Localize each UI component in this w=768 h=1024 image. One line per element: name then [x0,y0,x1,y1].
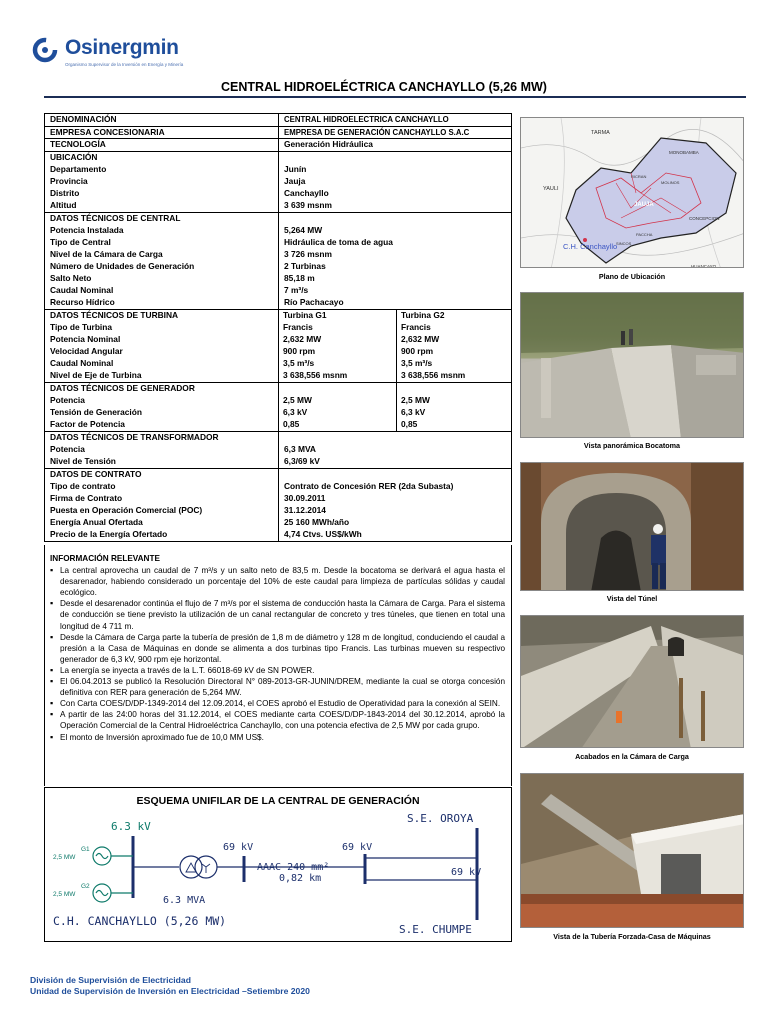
field-value: 3,5 m³/s [401,358,433,369]
row-empresa [45,126,511,139]
photo-tuberia-casa-maquinas [520,773,744,928]
field-label: Departamento [50,164,107,175]
spacer [401,383,511,395]
transformador-labels [45,432,278,468]
list-item: ▪ La energía se inyecta a través de la L.T. 66018-69 kV de SN POWER. [50,665,505,676]
value-empresa: EMPRESA DE GENERACIÓN CANCHAYLLO S.A.C [278,127,511,139]
field-label: Recurso Hídrico [50,297,115,308]
ubicacion-labels [45,152,278,212]
title-divider [44,96,746,98]
brand-tagline: Organismo Supervisor de la Inversión en Energía y Minería [65,62,184,67]
kv-left-label: 69 kV [223,842,254,853]
generador-labels [45,383,278,431]
relevant-info-heading: INFORMACIÓN RELEVANTE [50,554,160,563]
field-value: 3 726 msnm [284,249,332,260]
page-title: CENTRAL HIDROELÉCTRICA CANCHAYLLO (5,26 MW) [221,80,547,94]
diagram-title: ESQUEMA UNIFILAR DE LA CENTRAL DE GENERACIÓN [136,795,420,807]
field-label: Salto Neto [50,273,92,284]
transformador-values [278,432,511,468]
osinergmin-logo [32,36,242,72]
bus-voltage-label: 6.3 kV [111,820,151,833]
field-value: 31.12.2014 [284,505,326,516]
section-turbina [45,309,511,382]
tunel-caption: Vista del Túnel [606,594,658,603]
field-label: Distrito [50,188,80,199]
photo-bocatoma-shapes [521,293,744,438]
field-value: 4,74 Ctvs. US$/kWh [284,529,362,540]
column-header-g2: Turbina G2 [401,310,445,321]
field-value: 0,85 [401,419,418,430]
field-value: 900 rpm [283,346,316,357]
relevant-info-list [50,565,505,743]
field-label: Firma de Contrato [50,493,123,504]
list-item: ▪ El 06.04.2013 se publicó la Resolución Directoral N° 089-2013-GR-JUNIN/DREM, mediante la cual se otorga concesión definitiva con RER para generación de 5,264 MW. [50,676,505,698]
field-label: Velocidad Angular [50,346,123,357]
map-label: JAUJA [634,202,654,208]
map-label: SINCOS [616,241,632,246]
osinergmin-logo-icon [32,37,58,63]
field-label: Potencia [50,395,85,406]
g2-power-label: 2,5 MW [53,891,76,898]
list-item: ▪ Con Carta COES/D/DP-1349-2014 del 12.09.2014, el COES aprobó el Estudio de Operatividad para la conexión al SEIN. [50,698,505,709]
field-label: Factor de Potencia [50,419,125,430]
spacer [284,152,511,164]
map-label: PACCHA [636,232,653,237]
footer-division: División de Supervisión de Electricidad [30,975,191,985]
field-label: Altitud [50,200,77,211]
photo-tuberia-shapes [521,774,744,928]
field-label: Tensión de Generación [50,407,142,418]
label-empresa: EMPRESA CONCESIONARIA [50,126,165,137]
list-item: ▪ La central aprovecha un caudal de 7 m³/s y un salto neto de 83,5 m. Desde la bocatoma se derivará el agua hasta el desarenador, habiendo considerado un porcentaje del 10% de este caudal para limpieza de partículas sólidas y caudal ecológico. [50,565,505,598]
kv-right-label: 69 kV [451,867,482,878]
value-denominacion: CENTRAL HIDROELECTRICA CANCHAYLLO [278,114,511,126]
field-value: 2,5 MW [401,395,430,406]
photo-bocatoma [520,292,744,438]
map-label: TARMA [591,130,610,136]
section-transformador [45,431,511,468]
generator-g1-icon [93,847,111,865]
field-value: 3 638,556 msnm [401,370,466,381]
field-value: 2,5 MW [283,395,312,406]
spacer [284,432,511,444]
map-label: CONCEPCION [689,216,720,221]
relevant-info-section [44,545,512,786]
contrato-labels [45,469,278,541]
brand-name: Osinergmin [65,36,179,59]
transformer-icon [180,856,217,878]
map-label: YAULI [543,186,559,192]
substation-oroya-label: S.E. OROYA [407,812,474,825]
spacer [284,469,511,481]
generator-g2-icon [93,884,111,902]
kv-mid-label: 69 kV [342,842,373,853]
field-label: Caudal Nominal [50,285,114,296]
field-value: 6,3 kV [283,407,308,418]
transformer-rating-label: 6.3 MVA [163,895,206,906]
camara-carga-caption: Acabados en la Cámara de Carga [575,752,689,761]
field-label: Nivel de Eje de Turbina [50,370,142,381]
section-heading: DATOS TÉCNICOS DE GENERADOR [50,383,195,394]
section-heading: DATOS DE CONTRATO [50,469,142,480]
field-value: 6,3 kV [401,407,426,418]
line-conductor-label: AAAC 240 mm² [257,862,330,873]
field-value: Hidráulica de toma de agua [284,237,393,248]
location-map [520,117,744,268]
field-value: 2 Turbinas [284,261,326,272]
photo-camara-carga-shapes [521,616,744,748]
field-label: Energía Anual Ofertada [50,517,143,528]
section-contrato [45,468,511,541]
row-tecnologia [45,138,511,151]
field-value: 0,85 [283,419,300,430]
g2-label: G2 [81,883,90,890]
field-value: Río Pachacayo [284,297,344,308]
field-value: 25 160 MWh/año [284,517,350,528]
photo-tunel-shapes [521,463,744,591]
value-tecnologia: Generación Hidráulica [278,139,511,151]
field-value: 3,5 m³/s [283,358,315,369]
field-value: 2,632 MW [401,334,440,345]
field-label: Tipo de Turbina [50,322,113,333]
section-generador [45,382,511,431]
list-item: ▪ A partir de las 24:00 horas del 31.12.2014, el COES mediante carta COES/D/DP-1843-2014 del 30.12.2014, aprobó la Operación Comercial de la Central Hidroeléctrica Canchayllo, con una potencia efectiva de 2,5 MW por cada grupo. [50,709,505,731]
generador-g2-values [396,383,511,431]
field-label: Caudal Nominal [50,358,114,369]
field-value: Francis [401,322,431,333]
field-label: Nivel de la Cámara de Carga [50,249,163,260]
field-value: 85,18 m [284,273,315,284]
label-denominacion: DENOMINACIÓN [50,114,117,124]
field-label: Tipo de contrato [50,481,116,492]
field-value: Junín [284,164,307,175]
single-line-diagram [44,787,512,942]
central-values [278,213,511,309]
field-label: Puesta en Operación Comercial (POC) [50,505,203,516]
photo-camara-carga [520,615,744,748]
map-label: HUANCAYO [691,264,717,268]
map-label: MOLINOS [661,180,680,185]
field-value: 30.09.2011 [284,493,326,504]
single-line-diagram-svg [45,788,511,941]
turbina-labels [45,310,278,382]
column-header-g1: Turbina G1 [283,310,327,321]
turbina-g2-values [396,310,511,382]
section-ubicacion [45,151,511,212]
label-tecnologia: TECNOLOGÍA [50,139,106,150]
field-label: Precio de la Energía Ofertado [50,529,168,540]
spacer [283,383,396,395]
section-heading: UBICACIÓN [50,152,98,163]
field-value: 2,632 MW [283,334,322,345]
ubicacion-values [278,152,511,212]
section-heading: DATOS TÉCNICOS DE TRANSFORMADOR [50,432,219,443]
line-length-label: 0,82 km [279,873,322,884]
page-footer [30,975,310,997]
g1-power-label: 2,5 MW [53,854,76,861]
turbina-g1-values [278,310,396,382]
section-central [45,212,511,309]
field-value: Francis [283,322,313,333]
spacer [284,213,511,225]
field-value: 7 m³/s [284,285,309,296]
field-value: 5,264 MW [284,225,323,236]
map-label: C.H. Canchayllo [563,242,618,251]
row-denominacion [45,114,511,126]
central-labels [45,213,278,309]
section-heading: DATOS TÉCNICOS DE CENTRAL [50,213,181,224]
field-value: 6,3/69 kV [284,456,320,467]
contrato-values [278,469,511,541]
footer-unit: Unidad de Supervisión de Inversión en Electricidad –Setiembre 2020 [30,986,310,996]
map-label: RICRAN [631,174,647,179]
field-label: Tipo de Central [50,237,111,248]
field-label: Potencia Instalada [50,225,124,236]
section-heading: DATOS TÉCNICOS DE TURBINA [50,310,179,321]
tuberia-caption: Vista de la Tubería Forzada-Casa de Máquinas [553,932,711,941]
field-value: 3 638,556 msnm [283,370,348,381]
field-value: Canchayllo [284,188,329,199]
field-value: Jauja [284,176,306,187]
field-value: 900 rpm [401,346,434,357]
field-label: Potencia [50,444,85,455]
field-label: Potencia Nominal [50,334,121,345]
list-item: ▪ Desde el desarenador continúa el flujo de 7 m³/s por el sistema de conducción hasta la Cámara de Carga. Para el sistema de conducción se tiene previsto la utilización de un canal rectangular de concreto y tres túneles, que tienen en total una longitud de 4 711 m. [50,598,505,631]
map-caption: Plano de Ubicación [598,272,666,281]
g1-label: G1 [81,846,90,853]
map-label: MONOBAMBA [669,150,699,155]
field-value: 6,3 MVA [284,444,316,455]
list-item: ▪ Desde la Cámara de Carga parte la tubería de presión de 1,8 m de diámetro y 128 m de longitud, conduciendo el caudal a presión a la Casa de Máquinas en donde se alimenta a dos turbinas tipo Francis. Las turbinas mueven su respectivo generador de 6,3 kV, 900 rpm eje horizontal. [50,632,505,665]
substation-chumpe-label: S.E. CHUMPE [399,923,472,936]
field-value: Contrato de Concesión RER (2da Subasta) [284,481,454,492]
plant-name-label: C.H. CANCHAYLLO (5,26 MW) [53,914,227,928]
generador-g1-values [278,383,396,431]
bocatoma-caption: Vista panorámica Bocatoma [583,441,681,450]
technical-data-table [44,113,512,542]
field-label: Número de Unidades de Generación [50,261,195,272]
field-value: 3 639 msnm [284,200,332,211]
field-label: Provincia [50,176,88,187]
list-item: ▪ El monto de Inversión aproximado fue de 10,0 MM US$. [50,732,505,743]
photo-tunel [520,462,744,591]
field-label: Nivel de Tensión [50,456,116,467]
location-map-svg [521,118,744,268]
